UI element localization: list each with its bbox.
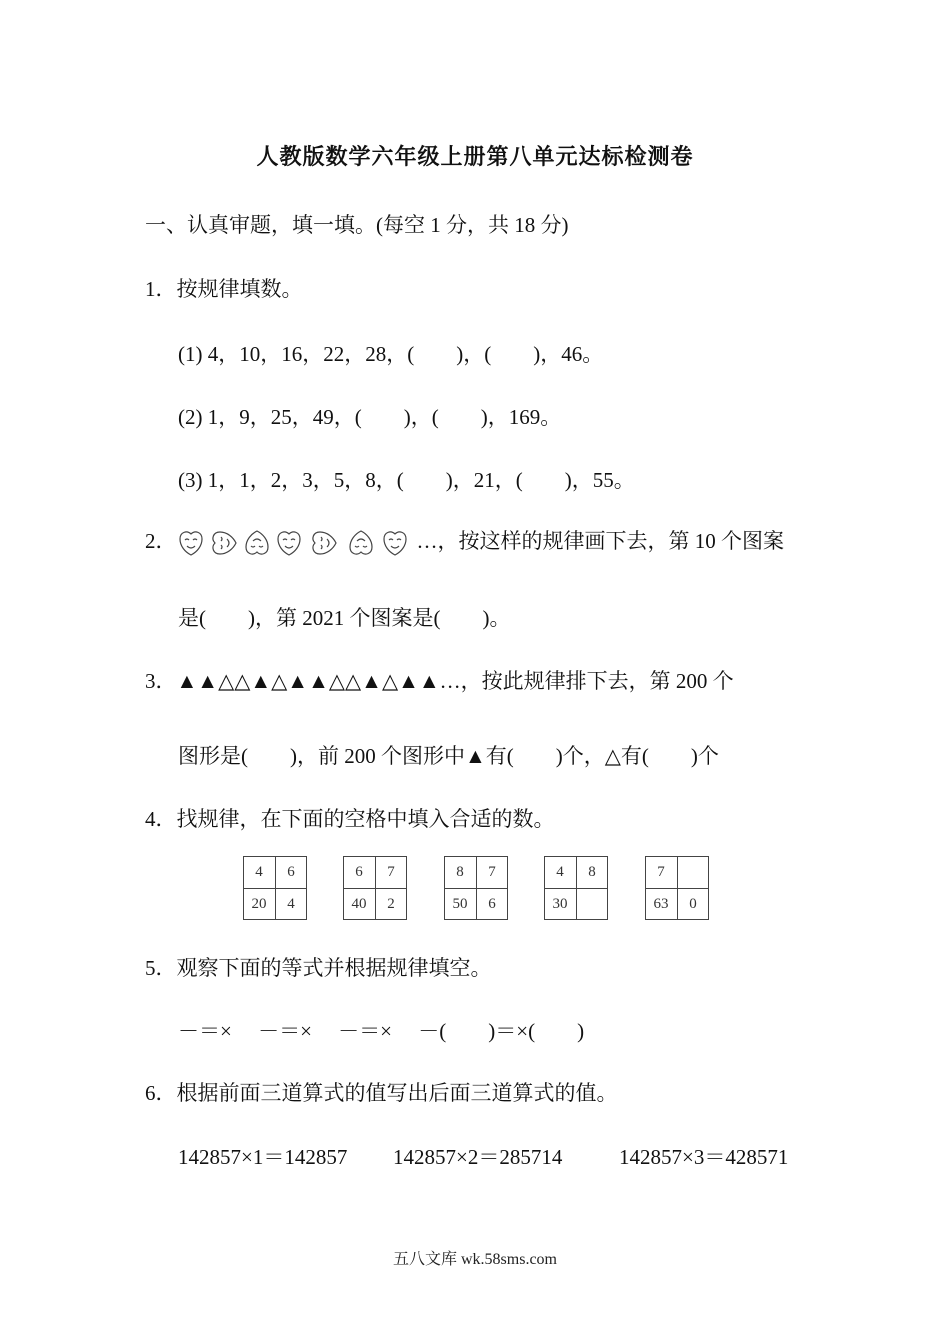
q6-equation-2: 142857×2＝285714 bbox=[393, 1145, 563, 1169]
grid-cell: 6 bbox=[287, 864, 295, 880]
number-grid-4 bbox=[544, 856, 608, 920]
question-2 bbox=[145, 528, 784, 558]
face-pattern bbox=[177, 528, 415, 558]
grid-cell: 4 bbox=[556, 864, 564, 880]
grid-cell: 4 bbox=[255, 864, 263, 880]
question-text: 观察下面的等式并根据规律填空。 bbox=[176, 956, 492, 980]
q6-equation-1: 142857×1＝142857 bbox=[178, 1145, 348, 1169]
grid-cell-blank bbox=[678, 857, 708, 887]
grid-cell: 7 bbox=[657, 864, 665, 880]
question-text: …，按这样的规律画下去，第 10 个图案 bbox=[416, 529, 784, 553]
q2-line-2: 是( )，第 2021 个图案是( )。 bbox=[178, 606, 511, 630]
footer-watermark: 五八文库 wk.58sms.com bbox=[392, 1251, 557, 1268]
number-grid-2 bbox=[343, 856, 407, 920]
question-3 bbox=[145, 668, 734, 694]
question-number: 4． bbox=[145, 807, 177, 831]
grid-cell: 8 bbox=[588, 864, 596, 880]
q1-sub-3: (3) 1，1，2，3，5，8，( )，21，( )，55。 bbox=[178, 468, 635, 492]
question-number: 3． bbox=[145, 669, 177, 693]
question-text: ▲▲△△▲△▲▲△△▲△▲▲…，按此规律排下去，第 200 个 bbox=[176, 669, 734, 693]
grid-cell: 7 bbox=[387, 864, 395, 880]
grid-cell: 0 bbox=[689, 896, 697, 912]
question-5 bbox=[145, 955, 492, 981]
section-heading: 一、认真审题，填一填。(每空 1 分，共 18 分) bbox=[145, 213, 569, 237]
face-pattern-icons bbox=[177, 528, 415, 558]
q3-line-2: 图形是( )，前 200 个图形中▲有( )个，△有( )个 bbox=[178, 744, 719, 768]
question-number: 6． bbox=[145, 1081, 177, 1105]
grid-cell: 8 bbox=[456, 864, 464, 880]
q6-equation-3: 142857×3＝428571 bbox=[619, 1145, 789, 1169]
grid-cell: 30 bbox=[552, 896, 568, 912]
grid-cell: 6 bbox=[355, 864, 363, 880]
number-grid-3 bbox=[444, 856, 508, 920]
question-number: 1． bbox=[145, 277, 177, 301]
grid-cell: 4 bbox=[287, 896, 295, 912]
question-6 bbox=[145, 1080, 618, 1106]
smile-face-up-icon bbox=[350, 531, 372, 554]
smile-face-icon bbox=[180, 532, 202, 555]
grid-cell: 50 bbox=[452, 896, 468, 912]
smile-face-right-icon bbox=[212, 532, 235, 554]
q5-line-2: －＝× －＝× －＝× －( )＝×( ) bbox=[178, 1019, 585, 1043]
question-number: 5． bbox=[145, 956, 177, 980]
grid-cell: 6 bbox=[488, 896, 496, 912]
q1-sub-2: (2) 1，9，25，49，( )，( )，169。 bbox=[178, 405, 562, 429]
grid-cell: 20 bbox=[251, 896, 267, 912]
grid-cell: 7 bbox=[488, 864, 496, 880]
question-number: 2． bbox=[145, 529, 177, 553]
question-text: 找规律，在下面的空格中填入合适的数。 bbox=[176, 807, 555, 831]
smile-face-up-icon bbox=[246, 531, 268, 554]
grid-cell: 63 bbox=[653, 896, 669, 912]
question-4 bbox=[145, 806, 555, 832]
page-title: 人教版数学六年级上册第八单元达标检测卷 bbox=[256, 144, 694, 169]
question-1 bbox=[145, 276, 303, 302]
q1-sub-1: (1) 4，10，16，22，28，( )，( )，46。 bbox=[178, 342, 604, 366]
grid-cell: 40 bbox=[351, 896, 367, 912]
question-text: 按规律填数。 bbox=[176, 277, 303, 301]
number-grid-5 bbox=[645, 856, 709, 920]
smile-face-right-icon bbox=[312, 532, 335, 554]
number-grid-1 bbox=[243, 856, 307, 920]
question-text: 根据前面三道算式的值写出后面三道算式的值。 bbox=[176, 1081, 618, 1105]
smile-face-icon bbox=[278, 532, 300, 555]
grid-cell-blank bbox=[577, 889, 607, 919]
grid-cell: 2 bbox=[387, 896, 395, 912]
smile-face-icon bbox=[384, 532, 406, 555]
